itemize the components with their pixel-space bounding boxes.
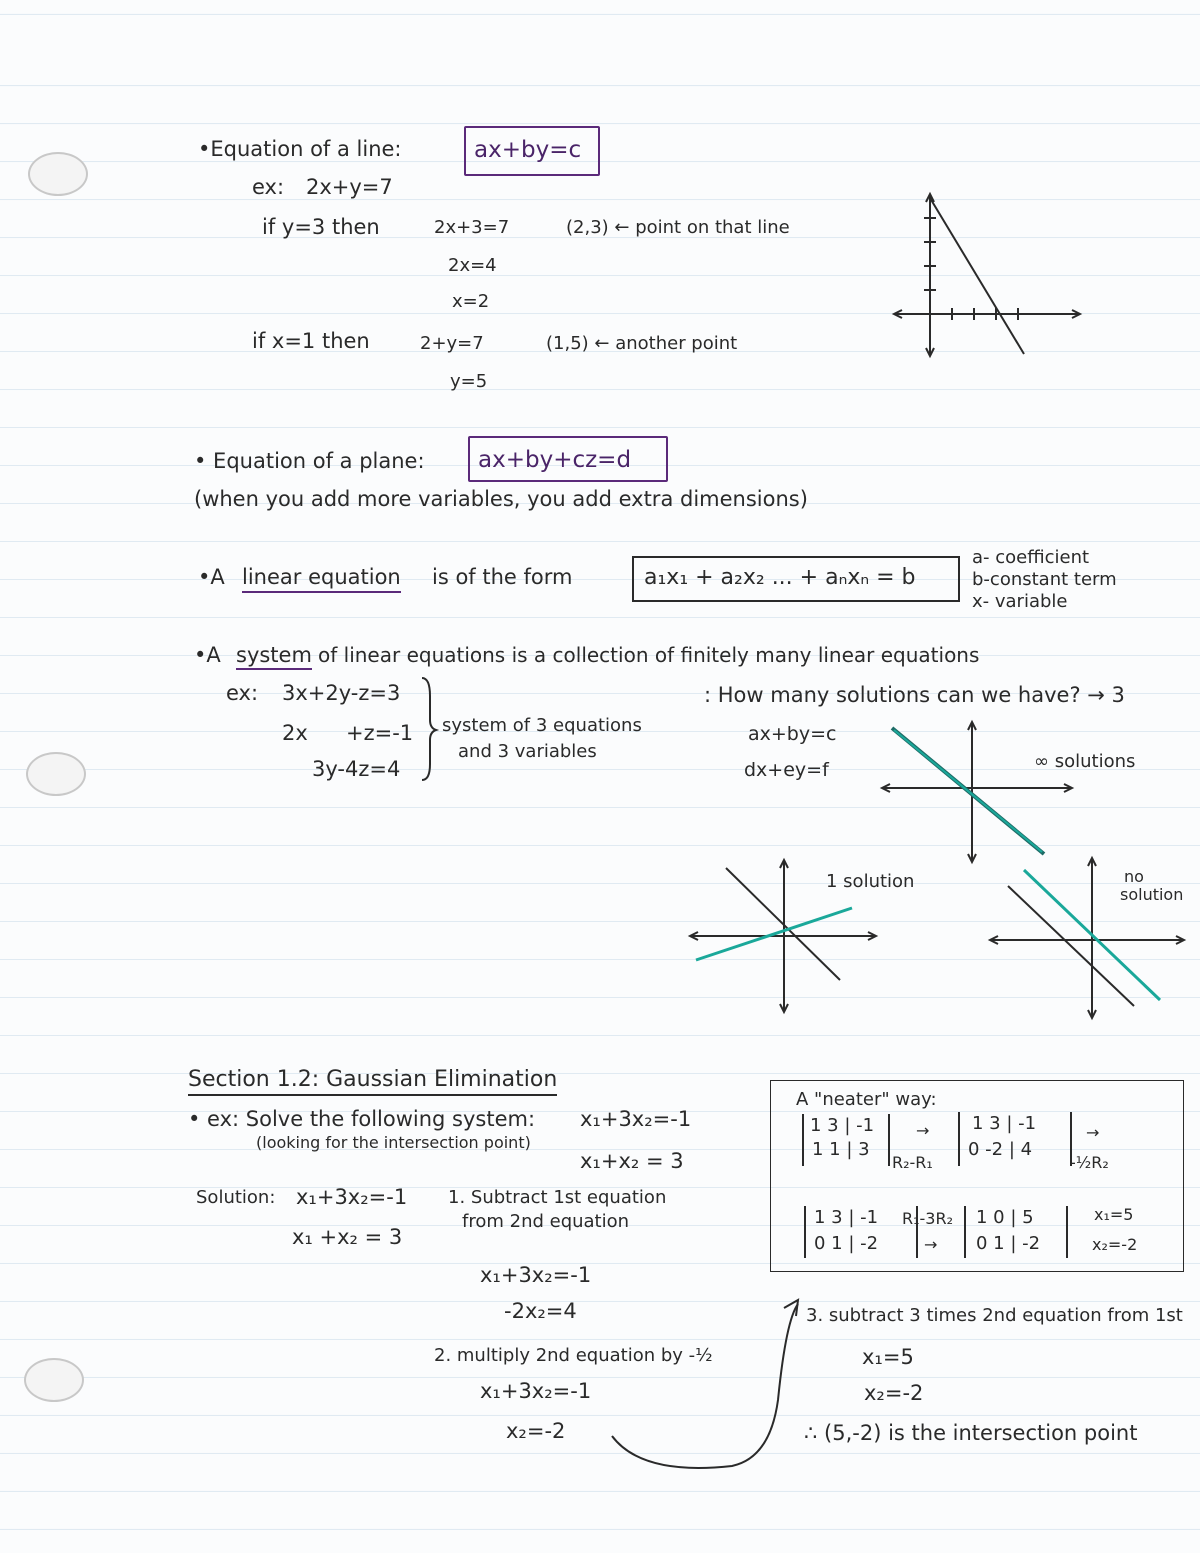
pair-eq1: ax+by=c — [748, 723, 837, 745]
section-title: Section 1.2: Gaussian Elimination — [188, 1068, 557, 1096]
system-definition: of linear equations is a collection of finitely many linear equations — [318, 643, 980, 667]
line-case1-condition: if y=3 then — [262, 215, 380, 239]
binder-hole-top — [28, 152, 88, 196]
result-x1: x₁=5 — [1094, 1205, 1134, 1224]
conclusion: ∴ (5,-2) is the intersection point — [804, 1421, 1138, 1445]
gauss-example-line1: • ex: Solve the following system: — [188, 1107, 536, 1131]
matrix-2-row2: 0 -2 | 4 — [968, 1139, 1033, 1160]
system-brace-note2: and 3 variables — [458, 741, 597, 762]
gauss-example-eq2: x₁+x₂ = 3 — [580, 1149, 684, 1173]
plane-note: (when you add more variables, you add extra dimensions) — [194, 487, 808, 511]
line-example-label: ex: — [252, 175, 285, 199]
step2-text: 2. multiply 2nd equation by -½ — [434, 1345, 713, 1366]
row-op-2: -½R₂ — [1070, 1153, 1109, 1172]
result-x2: x₂=-2 — [1092, 1235, 1138, 1254]
system-example-label: ex: — [226, 681, 259, 705]
step1-line2: from 2nd equation — [462, 1211, 630, 1232]
line-example: 2x+y=7 — [306, 175, 393, 199]
line-case1-step2: 2x=4 — [448, 255, 497, 276]
row-op-3: R₁-3R₂ — [902, 1209, 954, 1228]
label-no-solution-1: no — [1124, 867, 1144, 886]
plane-formula: ax+by+cz=d — [478, 447, 632, 473]
line-graph — [890, 188, 1090, 368]
solution-label: Solution: — [196, 1187, 276, 1208]
plane-heading: • Equation of a plane: — [194, 449, 425, 473]
op-arrow-2: → — [1086, 1123, 1100, 1142]
op-arrow-3: → — [924, 1235, 938, 1254]
system-eq3: 3y-4z=4 — [312, 757, 401, 781]
linear-formula: a₁x₁ + a₂x₂ ... + aₙxₙ = b — [644, 565, 916, 590]
matrix-1-row1: 1 3 | -1 — [810, 1115, 875, 1136]
label-no-solution-2: solution — [1120, 885, 1184, 904]
line-case1-note: (2,3) ← point on that line — [566, 217, 790, 238]
linear-form-text: is of the form — [432, 565, 573, 589]
label-one-solution: 1 solution — [826, 871, 915, 892]
no-solution-graph — [984, 854, 1194, 1024]
matrix-3-row2: 0 1 | -2 — [814, 1233, 879, 1254]
step2-eq2: x₂=-2 — [506, 1419, 566, 1443]
infinite-solutions-graph — [876, 716, 1096, 866]
step3-eq2: x₂=-2 — [864, 1381, 924, 1405]
solution-eq1: x₁+3x₂=-1 — [296, 1185, 408, 1209]
system-eq1: 3x+2y-z=3 — [282, 681, 401, 705]
line-case2-condition: if x=1 then — [252, 329, 370, 353]
binder-hole-bottom — [24, 1358, 84, 1402]
gauss-example-line2: (looking for the intersection point) — [256, 1133, 531, 1152]
line-case2-step1: 2+y=7 — [420, 333, 484, 354]
step1-eq1: x₁+3x₂=-1 — [480, 1263, 592, 1287]
step3-eq1: x₁=5 — [862, 1345, 914, 1369]
step1-line1: 1. Subtract 1st equation — [448, 1187, 667, 1208]
step3-text: 3. subtract 3 times 2nd equation from 1st — [806, 1305, 1183, 1326]
line-case1-step1: 2x+3=7 — [434, 217, 510, 238]
linear-prefix: •A — [198, 565, 225, 589]
system-brace-note1: system of 3 equations — [442, 715, 642, 736]
line-case2-note: (1,5) ← another point — [546, 333, 738, 354]
solution-eq2: x₁ +x₂ = 3 — [292, 1225, 403, 1249]
legend-variable: x- variable — [972, 591, 1068, 612]
system-eq2-z: +z=-1 — [346, 721, 414, 745]
row-op-1: R₂-R₁ — [892, 1153, 933, 1172]
gauss-example-eq1: x₁+3x₂=-1 — [580, 1107, 692, 1131]
matrix-4-row1: 1 0 | 5 — [976, 1207, 1034, 1228]
matrix-1 — [802, 1114, 890, 1166]
binder-hole-middle — [26, 752, 86, 796]
step1-eq2: -2x₂=4 — [504, 1299, 577, 1323]
matrix-4 — [964, 1206, 1068, 1258]
system-term: system — [236, 644, 312, 670]
matrix-2-row1: 1 3 | -1 — [972, 1113, 1037, 1134]
neater-title: A "neater" way: — [796, 1089, 937, 1110]
step2-eq1: x₁+3x₂=-1 — [480, 1379, 592, 1403]
matrix-4-row2: 0 1 | -2 — [976, 1233, 1041, 1254]
inf-graph-line-overlap-2 — [894, 730, 1042, 852]
pair-eq2: dx+ey=f — [744, 759, 829, 781]
line-case2-step2: y=5 — [450, 371, 488, 392]
legend-constant: b-constant term — [972, 569, 1117, 590]
matrix-2 — [958, 1112, 1072, 1166]
system-eq2-x: 2x — [282, 721, 308, 745]
line-graph-plotted-line — [930, 198, 1024, 354]
line-case1-step3: x=2 — [452, 291, 490, 312]
matrix-1-row2: 1 1 | 3 — [812, 1139, 870, 1160]
solutions-question: : How many solutions can we have? → 3 — [704, 683, 1125, 707]
op-arrow-1: → — [916, 1121, 930, 1140]
matrix-3-row1: 1 3 | -1 — [814, 1207, 879, 1228]
matrix-3 — [804, 1206, 918, 1258]
linear-term: linear equation — [242, 566, 401, 593]
system-prefix: •A — [194, 643, 221, 667]
none-graph-dark-line — [1008, 886, 1134, 1006]
line-heading: •Equation of a line: — [198, 137, 402, 161]
system-brace — [418, 674, 438, 784]
line-formula: ax+by=c — [474, 137, 582, 163]
legend-coefficient: a- coefficient — [972, 547, 1090, 568]
label-infinite-solutions: ∞ solutions — [1034, 751, 1136, 772]
